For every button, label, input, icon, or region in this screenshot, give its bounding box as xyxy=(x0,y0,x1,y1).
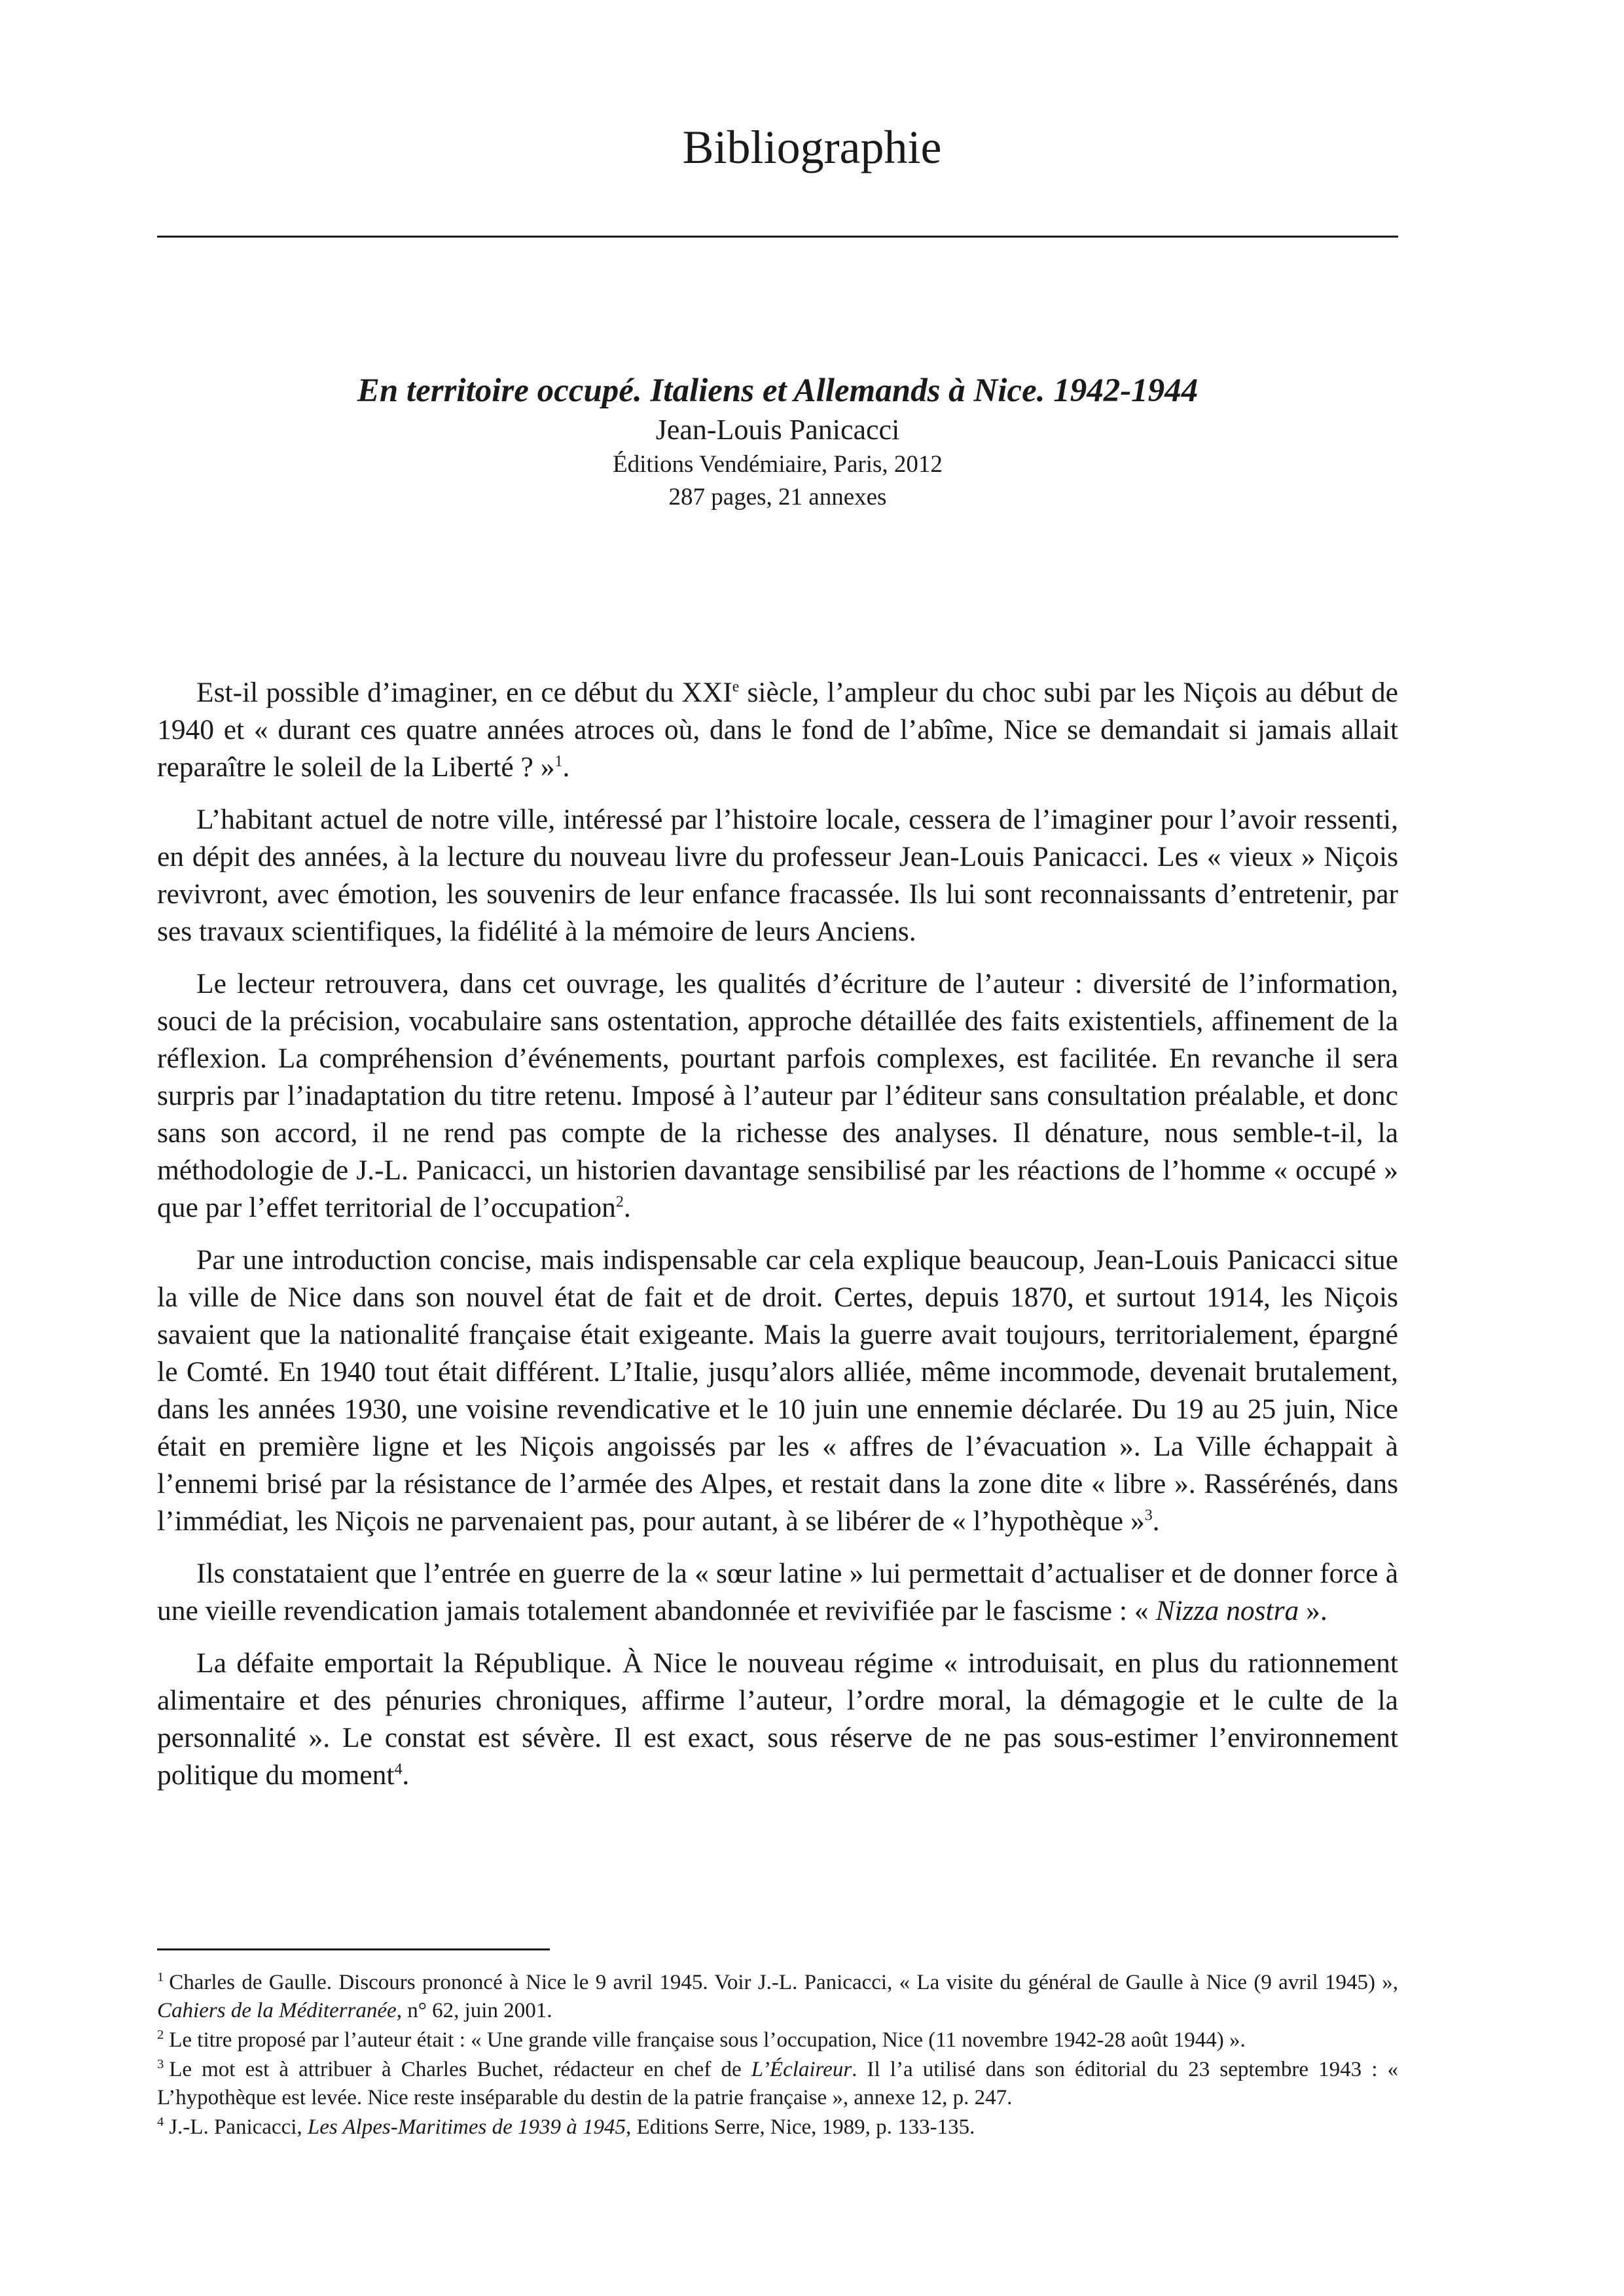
paragraph-text: ». xyxy=(1299,1595,1327,1626)
footnote-ref[interactable]: 4 xyxy=(394,1761,403,1778)
page-title: Bibliographie xyxy=(682,121,942,173)
paragraph-text: . xyxy=(623,1192,631,1223)
footnote-divider xyxy=(157,1948,550,1950)
footnote-number: 2 xyxy=(157,2028,164,2042)
book-pages: 287 pages, 21 annexes xyxy=(668,484,887,511)
footnote-ref[interactable]: 1 xyxy=(554,753,563,770)
paragraph-text: Est-il possible d’imaginer, en ce début du XXI xyxy=(196,677,732,708)
footnote-italic: L’Éclaireur xyxy=(751,2058,852,2081)
paragraph-2: L’habitant actuel de notre ville, intéressé par l’histoire locale, cessera de l’imaginer pour l’avoir ressenti, en dépit des années, à la lecture du nouveau livre du professeur Jean-Louis Panicacci. Les « vieux » Niçois revivront, avec émotion, les souvenirs de leur enfance fracassée. Ils lui sont reconnaissants d’entretenir, par ses travaux scientifiques, la fidélité à la mémoire de leurs Anciens. xyxy=(157,804,1398,947)
footnote-number: 4 xyxy=(157,2115,164,2129)
paragraph-text: Le lecteur retrouvera, dans cet ouvrage, les qualités d’écriture de l’auteur : diversité de l’information, souci de la précision, vocabulaire sans ostentation, approche détaillée des faits existentiels, affinement de la réflexion. La compréhension d’événements, pourtant parfois complexes, est facilitée. En revanche il sera surpris par l’inadaptation du titre retenu. Imposé à l’auteur par l’éditeur sans consultation préalable, et donc sans son accord, il ne rend pas compte de la richesse des analyses. Il dénature, nous semble-t-il, la méthodologie de J.-L. Panicacci, un historien davantage sensibilisé par les réactions de l’homme « occupé » que par l’effet territorial de l’occupation xyxy=(157,968,1398,1223)
footnote-text: Le mot est à attribuer à Charles Buchet, rédacteur en chef de xyxy=(169,2058,751,2081)
book-publisher: Éditions Vendémiaire, Paris, 2012 xyxy=(613,451,943,478)
review-body xyxy=(157,674,1398,1809)
footnote-ref[interactable]: 2 xyxy=(615,1193,624,1211)
book-title: En territoire occupé. Italiens et Allemands à Nice. 1942-1944 xyxy=(357,372,1199,409)
paragraph-5 xyxy=(157,1555,1398,1630)
footnote-text: J.-L. Panicacci, xyxy=(169,2115,308,2139)
paragraph-text: siècle, l’ampleur du choc subi par les Niçois au début de 1940 et « durant ces quatre années atroces où, dans le fond de l’abîme, Nice se demandait si jamais allait reparaître le soleil de la Liberté ? » xyxy=(157,677,1398,783)
footnotes xyxy=(157,1969,1398,2143)
footnote-italic: Cahiers de la Méditerranée xyxy=(157,1999,397,2022)
italic-quote: Nizza nostra xyxy=(1155,1595,1299,1626)
paragraph-1 xyxy=(157,674,1398,786)
footnote-text: Charles de Gaulle. Discours prononcé à Nice le 9 avril 1945. Voir J.-L. Panicacci, « La visite du général de Gaulle à Nice (9 avril 1945) », xyxy=(169,1971,1398,1994)
footnote-text: , n° 62, juin 2001. xyxy=(396,1999,552,2022)
paragraph-text: . xyxy=(1152,1505,1160,1537)
paragraph-text: Ils constataient que l’entrée en guerre de la « sœur latine » lui permettait d’actualiser et de donner force à une vieille revendication jamais totalement abandonnée et revivifiée par le fascisme : « xyxy=(157,1558,1398,1626)
book-author: Jean-Louis Panicacci xyxy=(655,414,900,446)
paragraph-3 xyxy=(157,965,1398,1227)
footnote-ref[interactable]: 3 xyxy=(1144,1507,1153,1524)
footnote-text: Le titre proposé par l’auteur était : « Une grande ville française sous l’occupation, Nice (11 novembre 1942-28 août 1944) ». xyxy=(169,2028,1246,2052)
footnote-4 xyxy=(157,2113,1398,2142)
footnote-3 xyxy=(157,2056,1398,2112)
footnote-text: , Editions Serre, Nice, 1989, p. 133-135. xyxy=(626,2115,975,2139)
book-info xyxy=(157,370,1398,514)
footnote-2 xyxy=(157,2026,1398,2054)
footnote-1 xyxy=(157,1969,1398,2025)
paragraph-text: La défaite emportait la République. À Nice le nouveau régime « introduisait, en plus du rationnement alimentaire et des pénuries chroniques, affirme l’auteur, l’ordre moral, la démagogie et le culte de la personnalité ». Le constat est sévère. Il est exact, sous réserve de ne pas sous-estimer l’environnement politique du moment xyxy=(157,1647,1398,1791)
footnote-number: 3 xyxy=(157,2057,164,2072)
paragraph-4 xyxy=(157,1242,1398,1540)
title-divider xyxy=(157,236,1398,238)
paragraph-text: . xyxy=(402,1759,410,1791)
century-superscript: e xyxy=(732,678,740,696)
paragraph-text: Par une introduction concise, mais indispensable car cela explique beaucoup, Jean-Louis Panicacci situe la ville de Nice dans son nouvel état de fait et de droit. Certes, depuis 1870, et surtout 1914, les Niçois savaient que la nationalité française était exigeante. Mais la guerre avait toujours, territorialement, épargné le Comté. En 1940 tout était différent. L’Italie, jusqu’alors alliée, même incommode, devenait brutalement, dans les années 1930, une voisine revendicative et le 10 juin une ennemie déclarée. Du 19 au 25 juin, Nice était en première ligne et les Niçois angoissés par les « affres de l’évacuation ». La Ville échappait à l’ennemi brisé par la résistance de l’armée des Alpes, et restait dans la zone dite « libre ». Rassérénés, dans l’immédiat, les Niçois ne parvenaient pas, pour autant, à se libérer de « l’hypothèque » xyxy=(157,1244,1398,1537)
footnote-number: 1 xyxy=(157,1970,164,1984)
paragraph-6 xyxy=(157,1645,1398,1794)
footnote-text: . Il l’a utilisé dans son éditorial du 23 septembre 1943 : « L’hypothèque est levée. Nice reste inséparable du destin de la patrie française », annexe 12, p. 247. xyxy=(157,2058,1398,2109)
paragraph-text: . xyxy=(562,751,570,783)
footnote-italic: Les Alpes-Maritimes de 1939 à 1945 xyxy=(307,2115,626,2139)
